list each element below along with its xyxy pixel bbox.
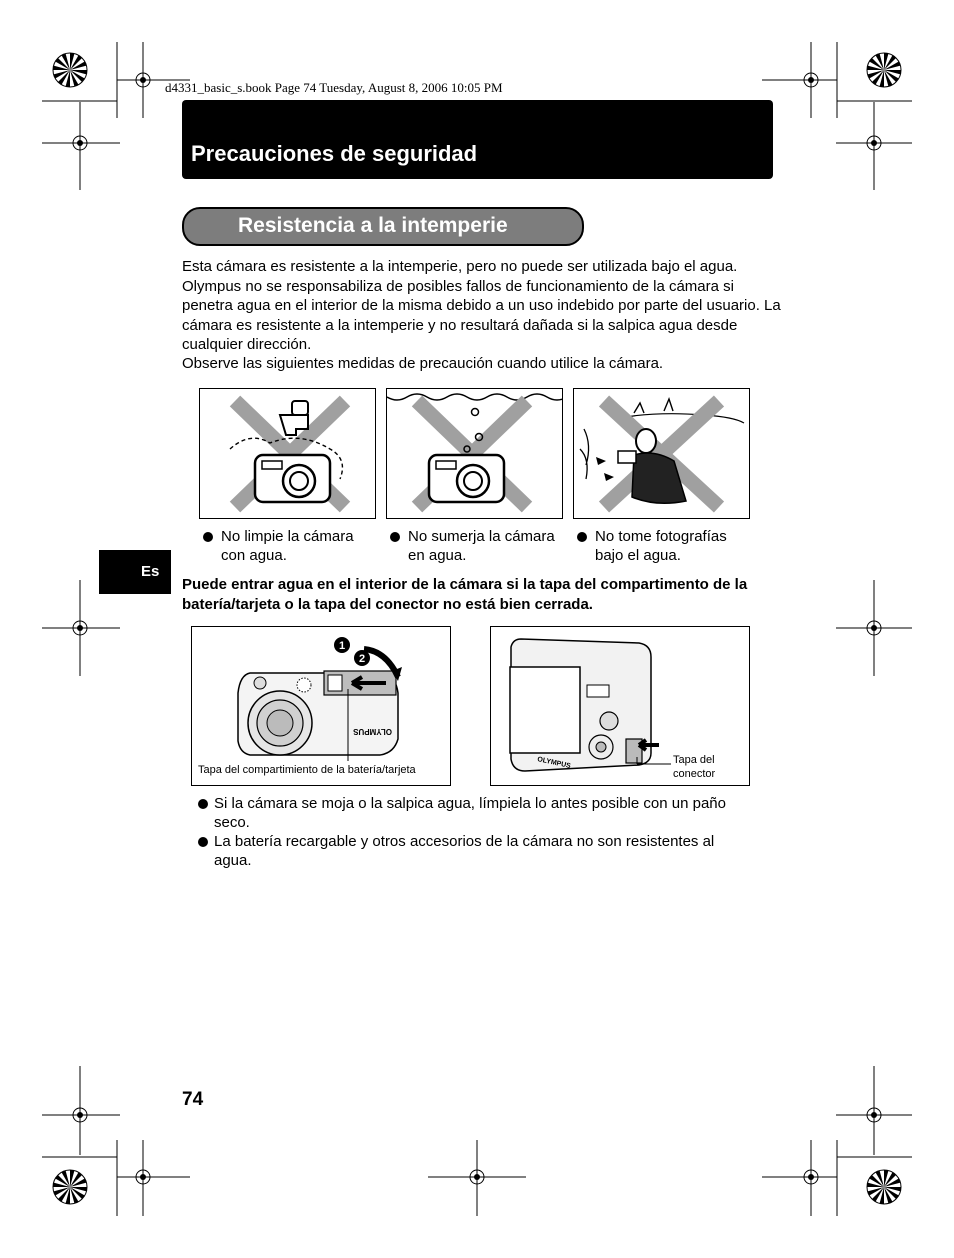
- caption-line-1: No tome fotografías: [595, 528, 727, 545]
- battery-cover-figure: [191, 626, 451, 786]
- caption-line-2: con agua.: [221, 547, 287, 564]
- connector-cover-label-line-2: conector: [673, 768, 716, 780]
- caption-line-2: en agua.: [408, 547, 467, 564]
- section-title: Precauciones de seguridad: [191, 141, 478, 166]
- battery-cover-label: Tapa del compartimiento de la batería/tarjeta: [198, 764, 416, 776]
- intro-paragraph: Esta cámara es resistente a la intemperie, pero no puede ser utilizada bajo el agua. Olympus no se responsabiliza de posibles fallos de funcionamiento de la cámara si penetra agua en el interior de la misma debido a un uso indebido por parte del usuario. La cámara es resistente a la intemperie y no resultará dañada si la salpica agua desde cualquier dirección.: [182, 258, 781, 354]
- book-header: d4331_basic_s.book Page 74 Tuesday, August 8, 2006 10:05 PM: [165, 80, 503, 95]
- connector-cover-figure: [490, 626, 750, 786]
- bullet-icon: [577, 532, 587, 542]
- language-tab-label: Es: [141, 563, 160, 580]
- bullet-icon: [198, 799, 208, 809]
- subsection-header: [182, 207, 584, 246]
- connector-cover-label-line-1: Tapa del: [673, 754, 715, 766]
- no-underwater-photo-illustration: [573, 388, 750, 519]
- page-number: 74: [182, 1089, 204, 1110]
- no-submerge-illustration: [386, 388, 563, 519]
- language-tab: [99, 550, 171, 594]
- bullet-icon: [203, 532, 213, 542]
- bullet-icon: [390, 532, 400, 542]
- bullet-icon: [198, 837, 208, 847]
- list-item: [198, 832, 778, 872]
- list-item-line-1: La batería recargable y otros accesorios de la cámara no son resistentes al: [214, 833, 715, 850]
- caption-no-clean: [203, 527, 378, 567]
- caption-no-underwater: [577, 527, 752, 567]
- subsection-title: Resistencia a la intemperie: [238, 214, 508, 237]
- caption-line-1: No limpie la cámara: [221, 528, 354, 545]
- caption-line-2: bajo el agua.: [595, 547, 681, 564]
- list-item-line-1: Si la cámara se moja o la salpica agua, límpiela lo antes posible con un paño: [214, 795, 726, 812]
- caption-line-1: No sumerja la cámara: [408, 528, 555, 545]
- list-item: [198, 794, 778, 834]
- list-item-line-2: agua.: [214, 852, 252, 869]
- brand-logo: OLYMPUS: [536, 756, 572, 771]
- caption-no-submerge: [390, 527, 565, 567]
- section-header-bar: [182, 100, 773, 179]
- observe-line: Observe las siguientes medidas de precaución cuando utilice la cámara.: [182, 355, 664, 372]
- step-2-label: 2: [358, 653, 366, 665]
- no-clean-with-water-illustration: [199, 388, 376, 519]
- step-1-label: 1: [338, 640, 346, 652]
- brand-logo: OLYMPUS: [353, 727, 392, 736]
- list-item-line-2: seco.: [214, 814, 250, 831]
- warning-text: Puede entrar agua en el interior de la cámara si la tapa del compartimento de la batería/tarjeta o la tapa del conector no está bien cerrada.: [182, 576, 748, 613]
